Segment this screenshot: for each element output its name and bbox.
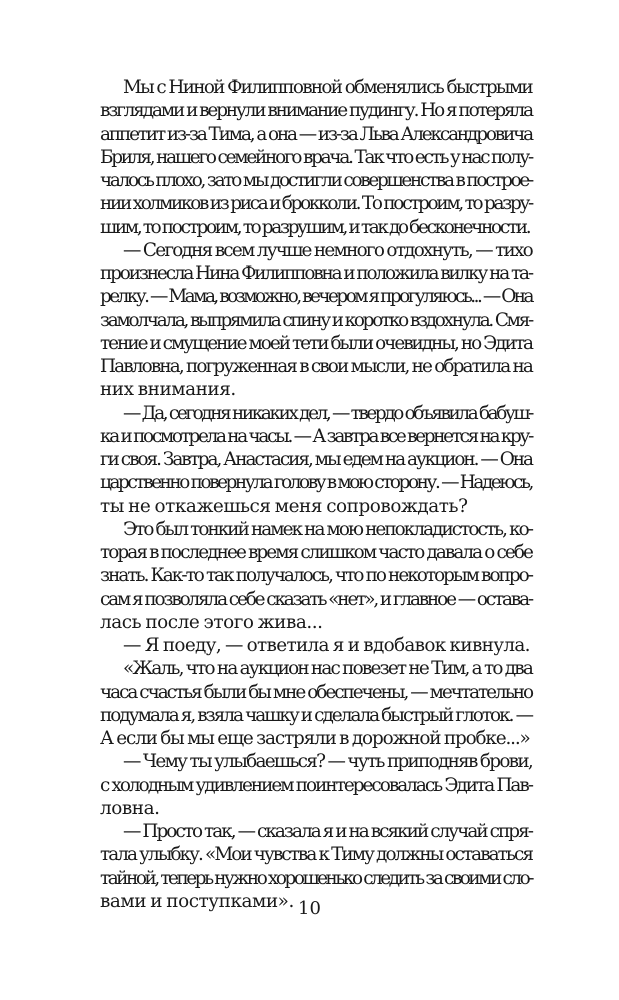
text-line: замолчала, выпрямила спину и коротко вздохнула. Смя- bbox=[100, 309, 532, 331]
text-line: — Просто так, — сказала я и на всякий случай спря- bbox=[123, 821, 532, 842]
text-line: нии холмиков из риса и брокколи. То построим, то разру- bbox=[100, 193, 532, 215]
text-line: — Я поеду, — ответила я и вдобавок кивнула. bbox=[123, 635, 530, 656]
text-line: ты не откажешься меня сопровождать? bbox=[100, 495, 468, 517]
text-line: подумала я, взяла чашку и сделала быстрый глоток. — bbox=[100, 704, 532, 726]
text-line: царственно повернула голову в мою сторону. — Надеюсь, bbox=[100, 472, 532, 494]
text-line: А если бы мы еще застряли в дорожной пробке...» bbox=[100, 728, 530, 749]
text-line: вами и поступками». bbox=[100, 890, 294, 912]
text-line: «Жаль, что на аукцион нас повезет не Тим, а то два bbox=[123, 658, 532, 680]
text-line: тение и смущение моей тети были очевидны, но Эдита bbox=[100, 332, 532, 354]
text-line: часа счастья были бы мне обеспечены, — мечтательно bbox=[100, 681, 532, 703]
body-text bbox=[100, 76, 532, 913]
text-line: тайной, теперь нужно хорошенько следить за своими сло- bbox=[100, 867, 532, 889]
text-line: ги своя. Завтра, Анастасия, мы едем на аукцион. — Она bbox=[100, 449, 532, 470]
text-line: лась после этого жива... bbox=[100, 611, 323, 633]
text-line: них внимания. bbox=[100, 379, 236, 401]
text-line: — Чему ты улыбаешься? — чуть приподняв брови, bbox=[123, 751, 532, 773]
text-line: Павловна, погруженная в свои мысли, не обратила на bbox=[100, 356, 532, 377]
text-line: ловна. bbox=[100, 797, 160, 819]
text-line: сам я позволяла себе сказать «нет», и главное — остава- bbox=[100, 588, 532, 610]
text-line: — Сегодня всем лучше немного отдохнуть, — тихо bbox=[123, 239, 532, 261]
text-line: с холодным удивлением поинтересовалась Эдита Пав- bbox=[100, 774, 532, 796]
text-line: знать. Как-то так получалось, что по некоторым вопро- bbox=[100, 565, 532, 587]
text-line: Мы с Ниной Филипповной обменялись быстрыми bbox=[123, 77, 532, 98]
text-line: тала улыбку. «Мои чувства к Тиму должны оставаться bbox=[100, 844, 532, 866]
text-line: чалось плохо, зато мы достигли совершенства в построе- bbox=[100, 170, 532, 191]
text-line: — Да, сегодня никаких дел, — твердо объявила бабуш- bbox=[123, 402, 532, 424]
page-number: 10 bbox=[298, 898, 321, 919]
text-line: произнесла Нина Филипповна и положила вилку на та- bbox=[100, 263, 532, 284]
text-line: шим, то построим, то разрушим, и так до бесконечности. bbox=[100, 216, 530, 238]
text-line: релку. — Мама, возможно, вечером я прогуляюсь... — Она bbox=[100, 286, 532, 308]
text-line: торая в последнее время слишком часто давала о себе bbox=[100, 542, 532, 563]
text-line: ка и посмотрела на часы. — А завтра все вернется на кру- bbox=[100, 425, 532, 447]
text-line: взглядами и вернули внимание пудингу. Но я потеряла bbox=[100, 100, 532, 122]
text-line: Это был тонкий намек на мою непокладистость, ко- bbox=[123, 518, 532, 540]
text-line: аппетит из-за Тима, а она — из-за Льва Александровича bbox=[100, 123, 532, 145]
text-line: Бриля, нашего семейного врача. Так что есть у нас полу- bbox=[100, 146, 532, 168]
